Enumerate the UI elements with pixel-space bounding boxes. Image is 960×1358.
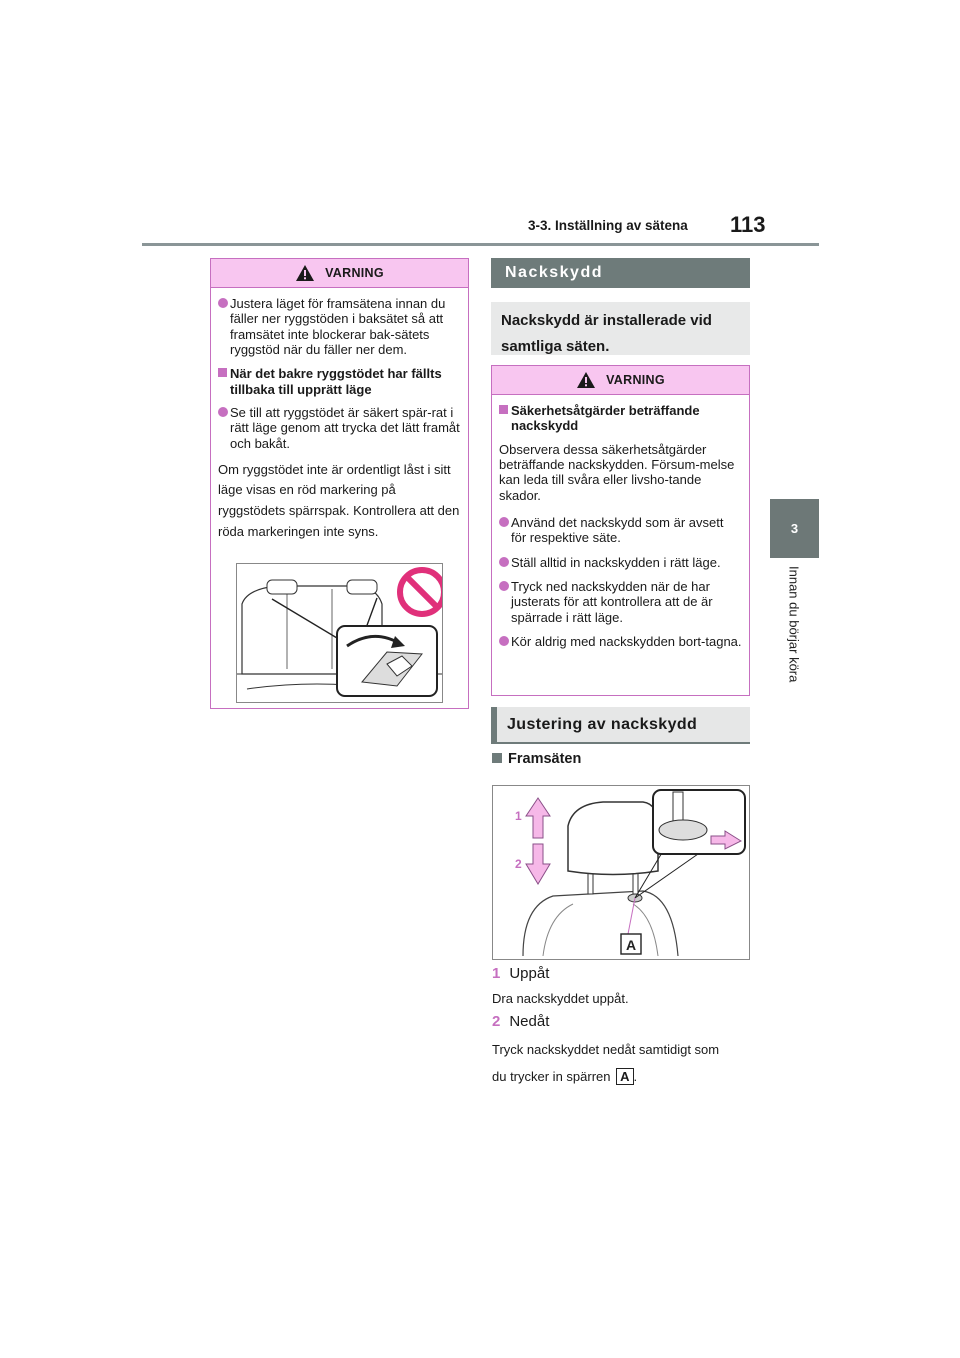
nackskydd-intro: Nackskydd är installerade vid samtliga säten. <box>491 302 750 355</box>
subheading-text: När det bakre ryggstödet har fällts tillbaka till upprätt läge <box>230 366 442 397</box>
framsaten-subheading <box>492 751 581 767</box>
warning-bullet <box>218 405 461 451</box>
warning-header <box>211 259 468 288</box>
side-tab-label: Innan du börjar köra <box>786 566 802 683</box>
right-warning-box <box>491 365 750 696</box>
framsaten-text: Framsäten <box>508 751 582 767</box>
nackskydd-section-bar: Nackskydd <box>491 258 750 288</box>
step-1 <box>492 965 549 983</box>
square-bullet-icon <box>499 405 508 414</box>
warning-paragraph: Om ryggstödet inte är ordentligt låst i sitt läge visas en röd markering på ryggstödets spärrspak. Kontrollera att den röda markeringen inte syns. <box>218 461 460 539</box>
step-number: 1 <box>492 965 501 982</box>
fig-label-a: A <box>626 937 637 953</box>
warning-bullet <box>499 555 742 570</box>
warning-header <box>492 366 749 395</box>
page-number: 113 <box>730 212 766 237</box>
bullet-text: Ställ alltid in nackskydden i rätt läge. <box>511 554 721 570</box>
bullet-text: Kör aldrig med nackskydden bort-tagna. <box>511 633 742 649</box>
fig-label-1: 1 <box>515 809 522 823</box>
warning-subheading <box>218 366 461 397</box>
warning-bullet <box>499 515 742 546</box>
step-2-period: . <box>633 1069 638 1084</box>
warning-subheading <box>499 403 742 434</box>
warning-triangle-icon <box>295 264 315 282</box>
headrest-illustration <box>492 785 750 960</box>
step-2-description-line1: Tryck nackskyddet nedåt samtidigt som <box>492 1042 720 1057</box>
subheading-text: Säkerhetsåtgärder beträffande nackskydd <box>511 403 700 434</box>
bullet-dot-icon <box>499 636 509 646</box>
step-label: Nedåt <box>509 1013 550 1030</box>
justering-section-header: Justering av nackskydd <box>491 707 750 744</box>
bullet-dot-icon <box>499 557 509 567</box>
warning-title: VARNING <box>325 266 384 280</box>
square-bullet-icon <box>218 368 227 377</box>
warning-paragraph: Observera dessa säkerhetsåtgärder beträffande nackskydden. Försum-melse kan leda till svåra eller livsho-tande skador. <box>499 441 735 503</box>
section-title: 3-3. Inställning av sätena <box>528 218 688 233</box>
step-2 <box>492 1013 549 1031</box>
header-rule <box>142 243 819 246</box>
step-1-description: Dra nackskyddet uppåt. <box>492 991 629 1006</box>
rear-seat-illustration <box>236 563 443 703</box>
bullet-dot-icon <box>499 581 509 591</box>
step-2-text: du trycker in spärren <box>492 1069 611 1084</box>
step-number: 2 <box>492 1013 501 1030</box>
warning-bullet <box>499 579 742 625</box>
square-bullet-icon <box>492 753 502 763</box>
warning-bullet <box>218 296 461 357</box>
bullet-text: Använd det nackskydd som är avsett för respektive säte. <box>511 514 724 546</box>
bullet-dot-icon <box>218 407 228 417</box>
side-tab-text <box>772 566 816 706</box>
bullet-text: Justera läget för framsätena innan du fäller ner ryggstöden i baksätet så att framsätet inte blockerar bak-sätets ryggstöd när du fäller ner dem. <box>230 296 446 357</box>
bullet-text: Tryck ned nackskydden när de har justerats för att kontrollera att de är spärrade i rätt läge. <box>511 578 713 625</box>
bullet-dot-icon <box>499 517 509 527</box>
side-tab-number: 3 <box>770 499 819 558</box>
fig-label-2: 2 <box>515 857 522 871</box>
warning-bullet <box>499 634 742 649</box>
warning-triangle-icon <box>576 371 596 389</box>
step-label: Uppåt <box>509 965 550 982</box>
left-warning-box <box>210 258 469 709</box>
bullet-text: Se till att ryggstödet är säkert spär-rat i rätt läge genom att trycka det lätt framåt och bakåt. <box>230 404 460 451</box>
headrest-adjust-drawing <box>493 786 749 959</box>
step-2-description-line2 <box>492 1068 637 1085</box>
bullet-dot-icon <box>218 298 228 308</box>
warning-title: VARNING <box>606 373 665 387</box>
lock-reference-label: A <box>616 1068 633 1085</box>
rear-seat-latch-drawing <box>237 564 442 702</box>
